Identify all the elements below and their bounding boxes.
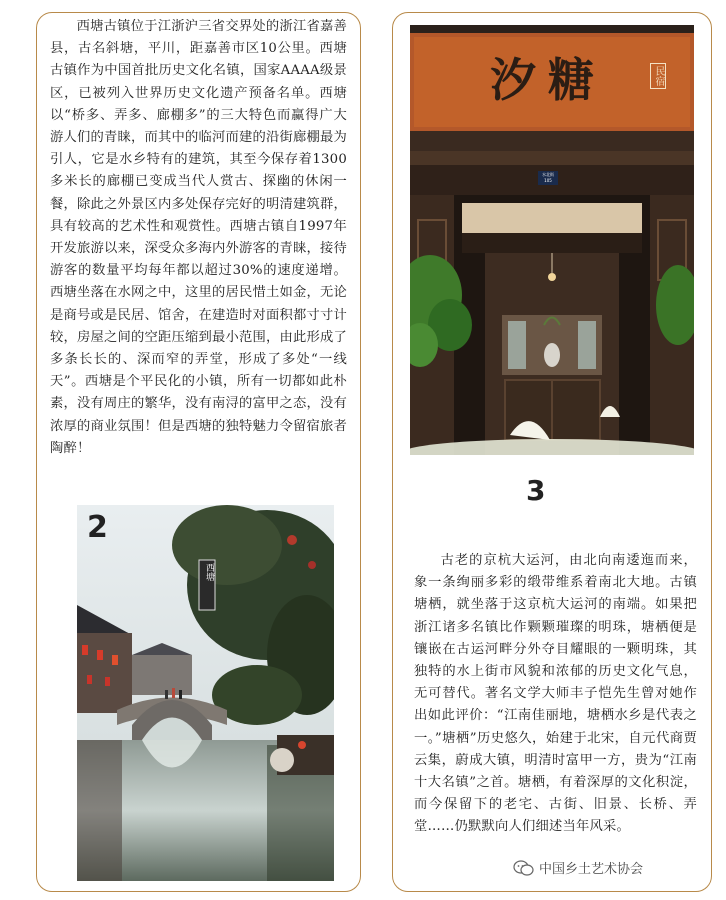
restaurant-entrance-photo — [410, 25, 694, 455]
door-plate: 水北街 105 — [542, 172, 554, 183]
xitang-banner-label: 西塘 — [204, 563, 214, 581]
left-panel — [36, 12, 361, 892]
photo-number-2: 2 — [87, 510, 108, 545]
xitang-paragraph: 西塘古镇位于江浙沪三省交界处的浙江省嘉善县，古名斜塘，平川，距嘉善市区10公里。西塘古镇作为中国首批历史文化名镇，国家AAAA级景区，已被列入世界历史文化遗产预备名单。西塘以“桥多、弄多、廊棚多”的三大特色而赢得广大游人们的青睐，而其中的临河而建的沿街廊棚最为引人，它是水乡特有的建筑，其至今保存着1300多米长的廊棚已变成当代人赏古、探幽的休闲一餐，除此之外景区内多处保存完好的明清建筑群，具有较高的艺术性和观赏性。西塘古镇自1997年开发旅游以来，深受众多海内外游客的青睐，接待游客的数量平均每年都以超过30%的速度递增。西塘坐落在水网之中，这里的居民惜土如金，无论是商号或是民居、馆舍，在建造时对面积都寸寸计较，房屋之间的空距压缩到最小范围，由此形成了多条长长的、深而窄的弄堂，形成了多处“一线天”。西塘是个平民化的小镇，所有一切都如此朴素，没有周庄的繁华，没有南浔的富甲之态，没有浓厚的商业氛围！但是西塘的独特魅力令留宿旅者陶醉！ — [50, 19, 347, 456]
restaurant-sign-side: 民宿 — [650, 63, 666, 89]
watermark-text: 中国乡土艺术协会 — [539, 862, 644, 877]
wechat-icon — [513, 860, 535, 876]
restaurant-sign: 汐糖 — [490, 53, 606, 107]
right-panel — [392, 12, 712, 892]
tangqi-paragraph: 古老的京杭大运河，由北向南逶迤而来，象一条绚丽多彩的缎带维系着南北大地。古镇塘栖，就坐落于这京杭大运河的南端。如果把浙江诸多名镇比作颗颗璀璨的明珠，塘栖便是镶嵌在古运河畔分外夺目耀眼的一颗明珠，其独特的水上街市风貌和浓郁的历史文化气息，无可替代。著名文学大师丰子恺先生曾对她作出如此评价：“江南佳丽地，塘栖水乡是代表之一。”塘栖”历史悠久，始建于北宋，自元代商贾云集，蔚成大镇，明清时富甲一方，贵为“江南十大名镇”之首。塘栖，有着深厚的文化积淀，而今保留下的老宅、古街、旧景、长桥、弄堂……仍默默向人们细述当年风采。 — [414, 553, 697, 835]
xitang-bridge-photo — [77, 505, 334, 881]
wechat-watermark — [513, 858, 643, 877]
photo-number-3: 3 — [526, 474, 546, 507]
